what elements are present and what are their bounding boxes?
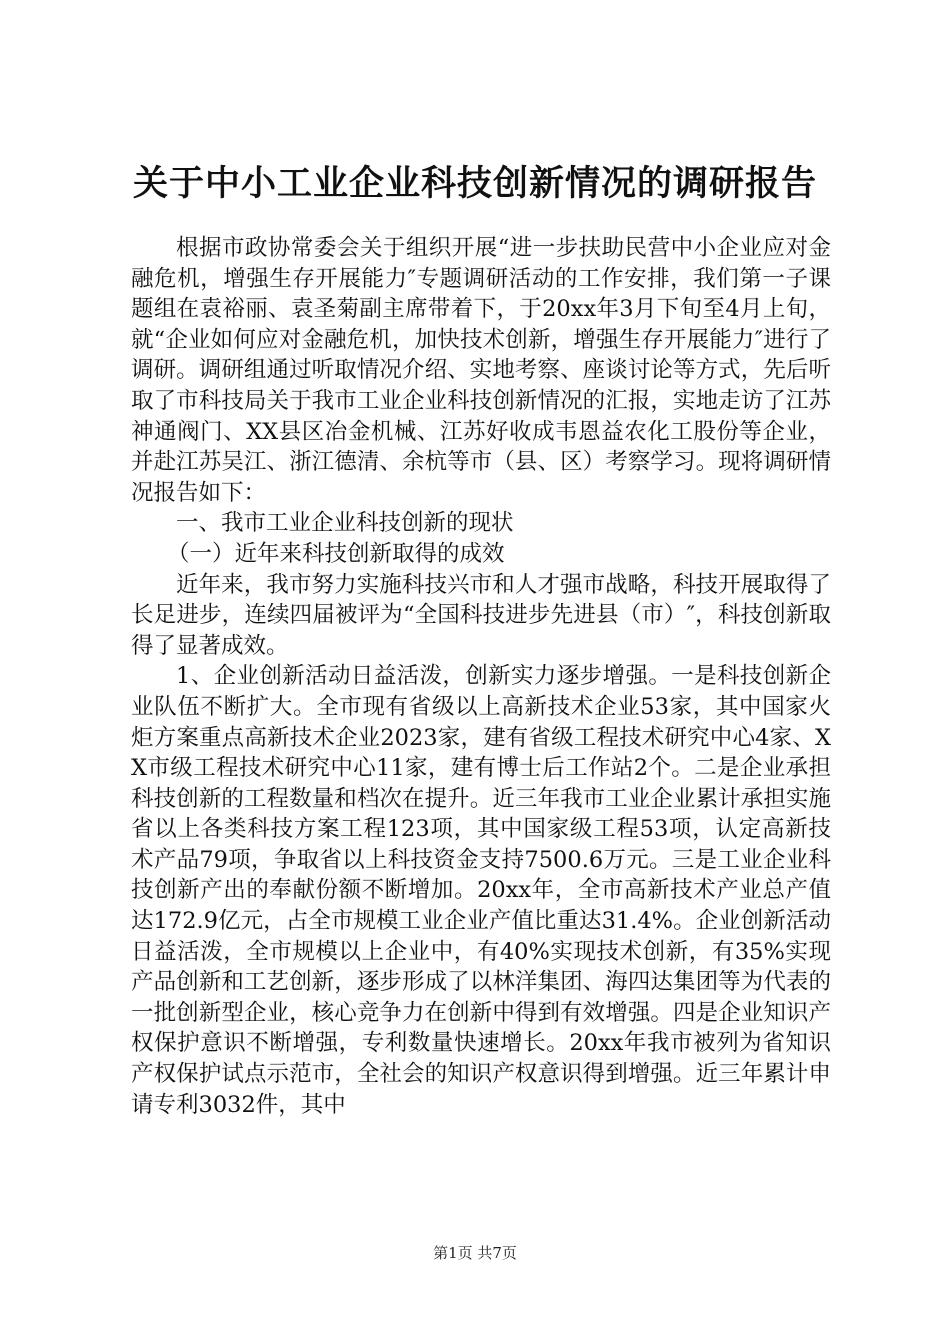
achievements-paragraph: 近年来，我市努力实施科技兴市和人才强市战略，科技开展取得了长足进步，连续四届被评为“全国科技进步先进县（市）″，科技创新取得了显著成效。 <box>131 571 831 659</box>
innovation-paragraph: 1、企业创新活动日益活泼，创新实力逐步增强。一是科技创新企业队伍不断扩大。全市现有省级以上高新技术企业53家，其中国家火炬方案重点高新技术企业2023家，建有省级工程技术研究中心4家、XX市级工程技术研究中心11家，建有博士后工作站2个。二是企业承担科技创新的工程数量和档次在提升。近三年我市工业企业累计承担实施省以上各类科技方案工程123项，其中国家级工程53项，认定高新技术产品79项，争取省以上科技资金支持7500.6万元。三是工业企业科技创新产出的奉献份额不断增加。20xx年，全市高新技术产业总产值达172.9亿元，占全市规模工业企业产值比重达31.4%。企业创新活动日益活泼，全市规模以上企业中，有40%实现技术创新，有35%实现产品创新和工艺创新，逐步形成了以林洋集团、海四达集团等为代表的一批创新型企业，核心竞争力在创新中得到有效增强。四是企业知识产权保护意识不断增强，专利数量快速增长。20xx年我市被列为省知识产权保护试点示范市，全社会的知识产权意识得到增强。近三年累计申请专利3032件，其中 <box>131 663 831 1118</box>
section-heading: 一、我市工业企业科技创新的现状 <box>176 510 514 537</box>
intro-paragraph: 根据市政协常委会关于组织开展“进一步扶助民营中小企业应对金融危机，增强生存开展能力″专题调研活动的工作安排，我们第一子课题组在袁裕丽、袁圣菊副主席带着下，于20xx年3月下旬至4月上旬，就“企业如何应对金融危机，加快技术创新，增强生存开展能力″进行了调研。调研组通过听取情况介绍、实地考察、座谈讨论等方式，先后听取了市科技局关于我市工业企业科技创新情况的汇报，实地走访了江苏神通阀门、XX县区冶金机械、江苏好收成韦恩益农化工股份等企业，并赴江苏吴江、浙江德清、余杭等市（县、区）考察学习。现将调研情况报告如下： <box>131 235 831 506</box>
document-body <box>131 233 831 1120</box>
page-number: 第1页 共7页 <box>433 1244 517 1262</box>
subsection-heading: （一）近年来科技创新取得的成效 <box>167 540 505 567</box>
document-title: 关于中小工业企业科技创新情况的调研报告 <box>132 163 817 204</box>
